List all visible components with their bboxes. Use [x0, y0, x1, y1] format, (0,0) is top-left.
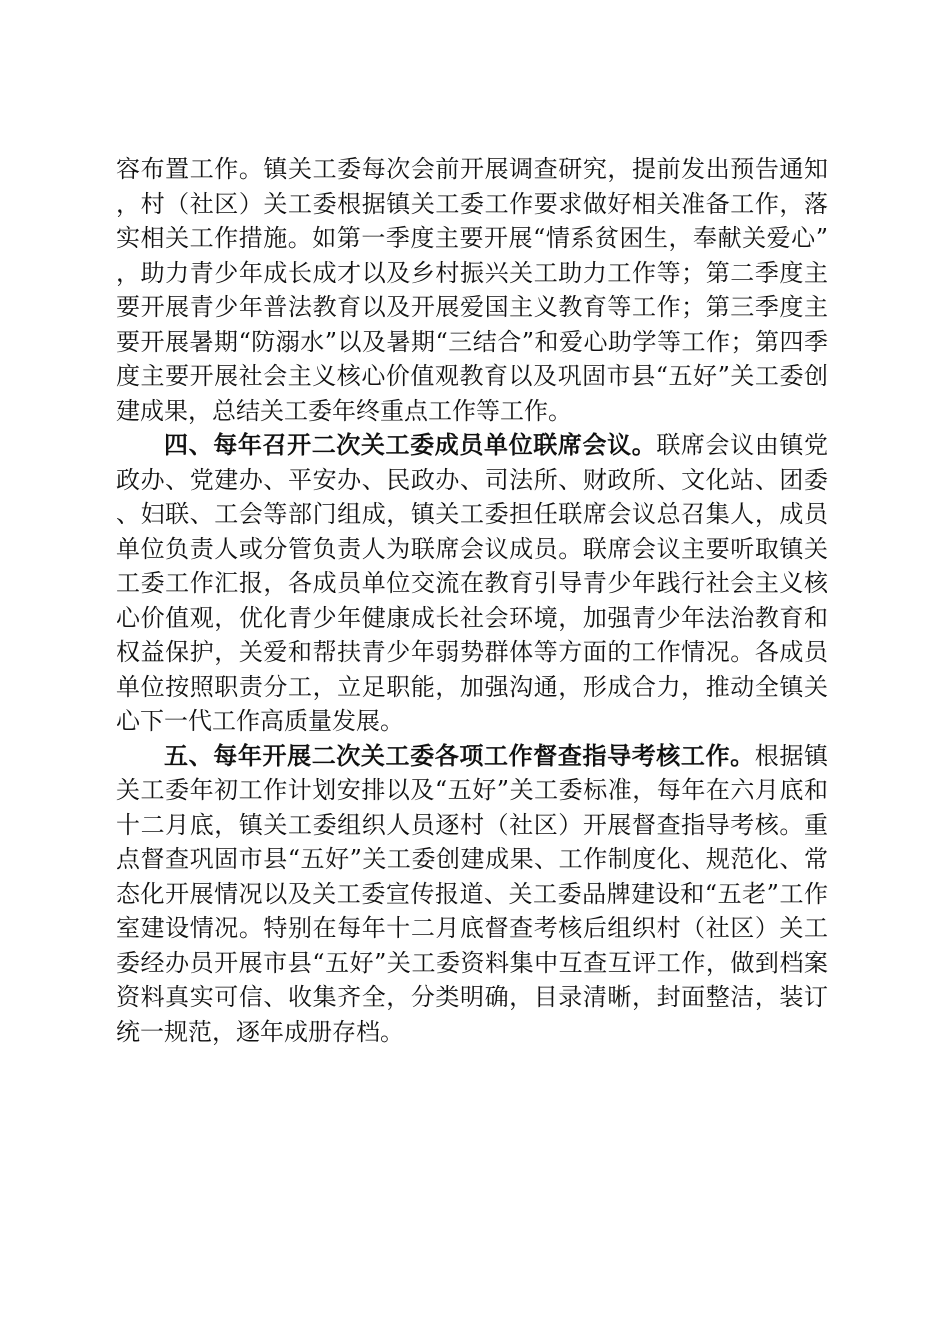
paragraph-section-four — [116, 428, 828, 739]
section-heading: 五、每年开展二次关工委各项工作督查指导考核工作。 — [164, 741, 755, 770]
paragraph-text: 联席会议由镇党政办、党建办、平安办、民政办、司法所、财政所、文化站、团委、妇联、工会等部门组成，镇关工委担任联席会议总召集人，成员单位负责人或分管负责人为联席会议成员。联席会议主要听取镇关工委工作汇报，各成员单位交流在教育引导青少年践行社会主义核心价值观，优化青少年健康成长社会环境，加强青少年法治教育和权益保护，关爱和帮扶青少年弱势群体等方面的工作情况。各成员单位按照职责分工，立足职能，加强沟通，形成合力，推动全镇关心下一代工作高质量发展。 — [116, 431, 829, 735]
paragraph-text: 根据镇关工委年初工作计划安排以及“五好”关工委标准，每年在六月底和十二月底，镇关工委组织人员逐村（社区）开展督查指导考核。重点督查巩固市县“五好”关工委创建成果、工作制度化、规范化、常态化开展情况以及关工委宣传报道、关工委品牌建设和“五老”工作室建设情况。特别在每年十二月底督查考核后组织村（社区）关工委经办员开展市县“五好”关工委资料集中互查互评工作，做到档案资料真实可信、收集齐全，分类明确，目录清晰，封面整洁，装订统一规范，逐年成册存档。 — [116, 741, 829, 1046]
paragraph-section-five — [116, 739, 828, 1050]
section-heading: 四、每年召开二次关工委成员单位联席会议。 — [164, 431, 657, 459]
document-body — [116, 152, 828, 1049]
paragraph-continuation — [116, 152, 828, 428]
paragraph-text: 容布置工作。镇关工委每次会前开展调查研究，提前发出预告通知，村（社区）关工委根据镇关工委工作要求做好相关准备工作，落实相关工作措施。如第一季度主要开展“情系贫困生，奉献关爱心”，助力青少年成长成才以及乡村振兴关工助力工作等；第二季度主要开展青少年普法教育以及开展爱国主义教育等工作；第三季度主要开展暑期“防溺水”以及暑期“三结合”和爱心助学等工作；第四季度主要开展社会主义核心价值观教育以及巩固市县“五好”关工委创建成果，总结关工委年终重点工作等工作。 — [116, 155, 828, 425]
